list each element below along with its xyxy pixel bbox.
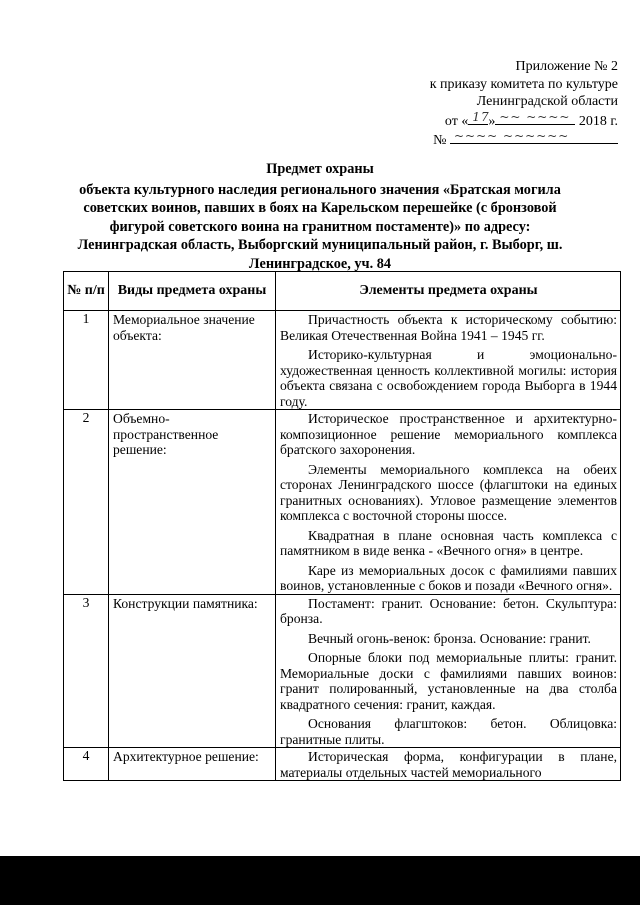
handwritten-day: 17	[468, 111, 488, 125]
table-row	[64, 311, 621, 410]
appendix-title: Приложение № 2	[515, 59, 618, 74]
table-header-row	[64, 272, 621, 311]
header-num: № п/п	[64, 272, 109, 311]
appendix-date-line: от « 17 » ~~ ~~~~ 2018 г.	[444, 109, 618, 129]
row-number: 3	[64, 594, 109, 748]
handwritten-month: ~~ ~~~~	[495, 111, 575, 125]
element-paragraph: Историческая форма, конфигурации в плане, материалы отдельных частей мемориального	[280, 749, 617, 780]
element-paragraph: Вечный огонь-венок: бронза. Основание: гранит.	[308, 630, 591, 646]
row-elements	[276, 594, 621, 748]
header-elements: Элементы предмета охраны	[276, 272, 621, 311]
row-number: 4	[64, 748, 109, 781]
row-type: Конструкции памятника:	[109, 594, 276, 748]
row-elements	[276, 410, 621, 595]
row-type: Объемно-пространственное решение:	[109, 410, 276, 595]
title-heading: Предмет охраны	[266, 161, 374, 177]
row-type: Мемориальное значение объекта:	[109, 311, 276, 410]
element-paragraph: Основания флагштоков: бетон. Облицовка: гранитные плиты.	[280, 716, 617, 747]
appendix-header	[358, 58, 618, 150]
element-paragraph: Элементы мемориального комплекса на обеих сторонах Ленинградского шоссе (флагштоки на единых гранитных основаниях). Угловое размещение элементов комплекса с восточной стороны шоссе.	[280, 461, 617, 523]
row-elements	[276, 311, 621, 410]
element-paragraph: Историческое пространственное и архитектурно-композиционное решение мемориального комплекса братского захоронения.	[280, 411, 617, 457]
table-row	[64, 748, 621, 781]
element-paragraph: Причастность объекта к историческому событию: Великая Отечественная Война 1941 – 1945 гг.	[280, 312, 617, 343]
row-number: 2	[64, 410, 109, 595]
element-paragraph: Постамент: гранит. Основание: бетон. Скульптура: бронза.	[280, 595, 617, 626]
scan-bottom-border	[0, 856, 640, 905]
handwritten-number: ~~~~ ~~~~~~	[450, 130, 618, 144]
element-paragraph: Историко-культурная и эмоционально-художественная ценность коллективной могилы: история объекта связана с освобождением города Выборга в 1944 году.	[280, 347, 617, 409]
title-body: объекта культурного наследия регионального значения «Братская могила советских воинов, павших в боях на Карельском перешейке (с бронзовой фигурой советского воина на гранитном постаменте)» по адресу: Ленинградская область, Выборгский муниципальный район, г. Выборг, ш. Ленинградское, уч. 84	[77, 181, 563, 272]
appendix-region-line: Ленинградской области	[476, 94, 618, 109]
appendix-order-line: к приказу комитета по культуре	[429, 76, 618, 92]
row-type: Архитектурное решение:	[109, 748, 276, 781]
document-title	[70, 160, 570, 273]
element-paragraph: Опорные блоки под мемориальные плиты: гранит. Мемориальные доски с фамилиями павших воинов: гранит полированный, установленные на два столба квадратного сечения: гранит, каждая.	[280, 650, 617, 712]
table-row	[64, 594, 621, 748]
appendix-number-line: № ~~~~ ~~~~~~	[358, 130, 618, 150]
table-row	[64, 410, 621, 595]
header-type: Виды предмета охраны	[109, 272, 276, 311]
element-paragraph: Каре из мемориальных досок с фамилиями павших воинов, установленные с боков и позади «Вечного огня».	[280, 562, 617, 593]
element-paragraph: Квадратная в плане основная часть комплекса с памятником в виде венка - «Вечного огня» в центре.	[280, 527, 617, 558]
row-elements	[276, 748, 621, 781]
row-number: 1	[64, 311, 109, 410]
protection-table	[63, 271, 621, 781]
